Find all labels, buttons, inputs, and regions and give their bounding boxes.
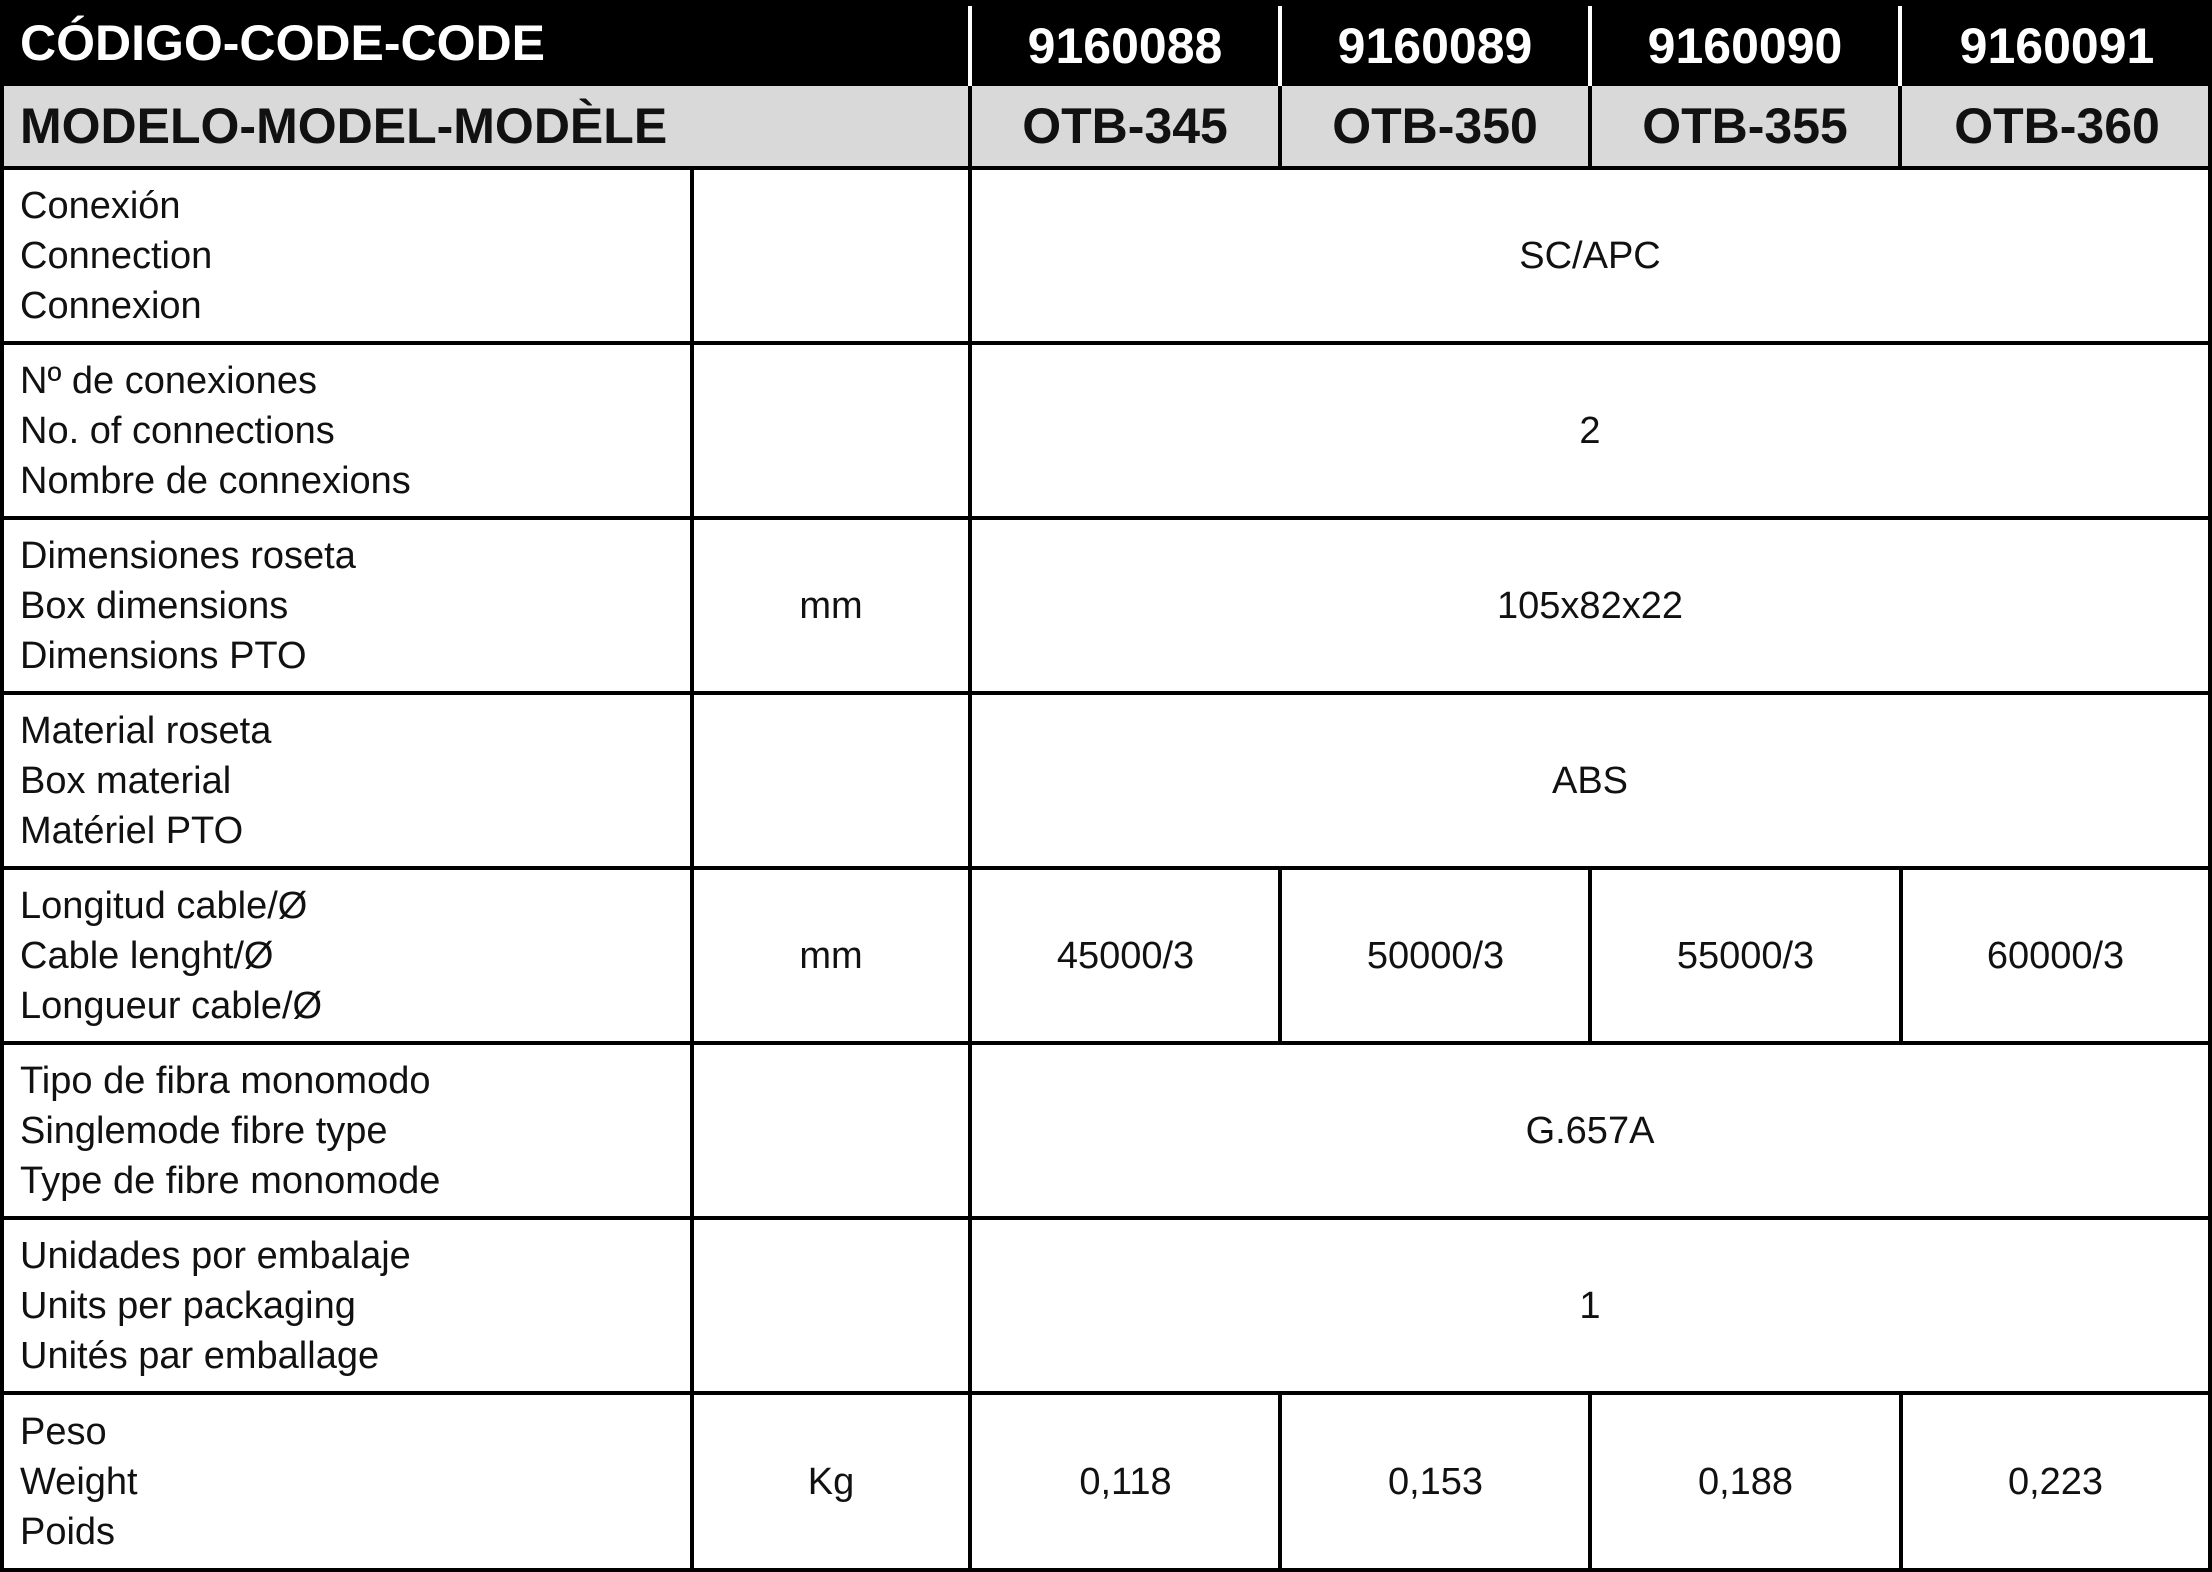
row-value: 60000/3	[1899, 870, 2212, 1045]
row-label	[0, 1220, 694, 1395]
row-label	[0, 695, 694, 870]
label-fr: Dimensions PTO	[20, 634, 307, 677]
row-unit	[690, 1045, 972, 1220]
label-es: Peso	[20, 1410, 107, 1453]
code-header-row	[0, 0, 2212, 86]
spec-row-units-per-packaging	[0, 1220, 2212, 1395]
spec-row-fibre-type	[0, 1045, 2212, 1220]
label-fr: Unités par emballage	[20, 1334, 380, 1377]
label-en: Connection	[20, 234, 213, 277]
model-cell: OTB-345	[1022, 98, 1228, 154]
row-unit: mm	[690, 520, 972, 695]
label-en: Cable lenght/Ø	[20, 934, 274, 977]
row-value: 0,188	[1588, 1395, 1899, 1572]
row-unit: Kg	[690, 1395, 972, 1572]
label-en: Box dimensions	[20, 584, 289, 627]
label-en: No. of connections	[20, 409, 335, 452]
label-es: Nº de conexiones	[20, 359, 317, 402]
row-unit	[690, 1220, 972, 1395]
row-value: SC/APC	[968, 170, 2212, 345]
model-cell: OTB-355	[1642, 98, 1848, 154]
row-label	[0, 345, 694, 520]
row-value: 105x82x22	[968, 520, 2212, 695]
code-cell: 9160088	[1027, 18, 1223, 74]
row-label	[0, 170, 694, 345]
row-value: 50000/3	[1278, 870, 1589, 1045]
model-header-row	[0, 86, 2212, 170]
row-value: 55000/3	[1588, 870, 1899, 1045]
label-fr: Connexion	[20, 284, 202, 327]
label-en: Singlemode fibre type	[20, 1109, 388, 1152]
label-fr: Type de fibre monomode	[20, 1159, 441, 1202]
label-es: Unidades por embalaje	[20, 1234, 411, 1277]
row-value: 45000/3	[968, 870, 1279, 1045]
label-fr: Matériel PTO	[20, 809, 244, 852]
model-header-label: MODELO-MODEL-MODÈLE	[20, 98, 668, 154]
spec-row-cable-length	[0, 870, 2212, 1045]
spec-row-box-dimensions	[0, 520, 2212, 695]
label-es: Longitud cable/Ø	[20, 884, 308, 927]
row-unit: mm	[690, 870, 972, 1045]
label-fr: Poids	[20, 1510, 116, 1553]
spec-row-weight	[0, 1395, 2212, 1572]
model-cell: OTB-350	[1332, 98, 1538, 154]
label-en: Weight	[20, 1460, 138, 1503]
code-cell: 9160091	[1959, 18, 2155, 74]
row-label	[0, 1395, 694, 1572]
label-fr: Nombre de connexions	[20, 459, 411, 502]
row-label	[0, 870, 694, 1045]
label-es: Tipo de fibra monomodo	[20, 1059, 431, 1102]
row-unit	[690, 345, 972, 520]
row-value: 0,118	[968, 1395, 1279, 1572]
code-header-label: CÓDIGO-CODE-CODE	[20, 15, 545, 71]
code-cell: 9160090	[1647, 18, 1843, 74]
spec-row-connection	[0, 170, 2212, 345]
row-unit	[690, 170, 972, 345]
label-en: Box material	[20, 759, 232, 802]
row-value: ABS	[968, 695, 2212, 870]
row-value: 0,153	[1278, 1395, 1589, 1572]
code-cell: 9160089	[1337, 18, 1533, 74]
row-label	[0, 1045, 694, 1220]
row-value: 1	[968, 1220, 2212, 1395]
spec-row-box-material	[0, 695, 2212, 870]
row-unit	[690, 695, 972, 870]
label-en: Units per packaging	[20, 1284, 356, 1327]
model-cell: OTB-360	[1954, 98, 2160, 154]
label-es: Conexión	[20, 184, 181, 227]
label-fr: Longueur cable/Ø	[20, 984, 323, 1027]
row-value: 2	[968, 345, 2212, 520]
label-es: Material roseta	[20, 709, 272, 752]
label-es: Dimensiones roseta	[20, 534, 356, 577]
row-value: G.657A	[968, 1045, 2212, 1220]
row-value: 0,223	[1899, 1395, 2212, 1572]
row-label	[0, 520, 694, 695]
spec-row-connections-count	[0, 345, 2212, 520]
